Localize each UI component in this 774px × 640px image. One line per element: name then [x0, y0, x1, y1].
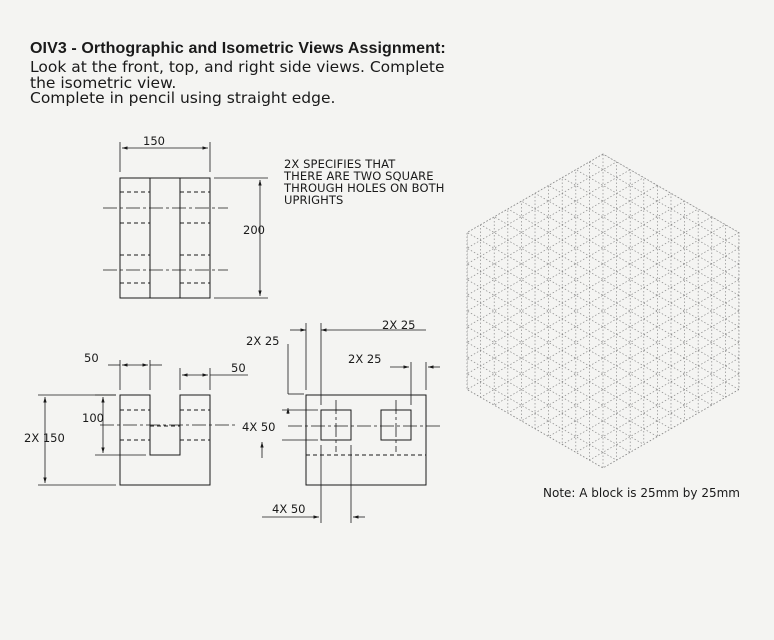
dim-side-offset-c: 2X 25: [348, 352, 382, 366]
grid-line-diagonal: [289, 318, 774, 640]
grid-line-diagonal: [289, 36, 774, 399]
grid-line-diagonal: [289, 51, 774, 414]
grid-line-diagonal: [289, 0, 774, 225]
dim-side-offset-b: 2X 25: [382, 318, 416, 332]
grid-line-diagonal: [289, 130, 774, 493]
note-line-3: THROUGH HOLES ON BOTH: [284, 181, 445, 195]
grid-line-diagonal: [289, 381, 774, 640]
grid-line-diagonal: [289, 240, 774, 603]
grid-line-diagonal: [289, 444, 774, 640]
grid-line-diagonal: [289, 20, 774, 383]
grid-line-diagonal: [289, 0, 774, 351]
instruction-line-2: the isometric view.: [30, 73, 177, 92]
grid-line-diagonal: [289, 428, 774, 640]
grid-line-diagonal: [289, 397, 774, 640]
grid-line-diagonal: [289, 0, 774, 225]
grid-line-diagonal: [289, 67, 774, 430]
grid-line-diagonal: [289, 83, 774, 446]
grid-line-diagonal: [289, 193, 774, 556]
grid-line-diagonal: [289, 444, 774, 640]
dim-top-width: 150: [143, 134, 165, 148]
grid-line-diagonal: [289, 0, 774, 351]
grid-line-diagonal: [289, 0, 774, 257]
grid-line-diagonal: [289, 145, 774, 508]
top-view-outline: [120, 178, 210, 298]
grid-line-diagonal: [289, 412, 774, 640]
instruction-line-3: Complete in pencil using straight edge.: [30, 89, 336, 107]
grid-line-diagonal: [289, 83, 774, 446]
grid-line-diagonal: [289, 287, 774, 640]
grid-line-diagonal: [289, 0, 774, 241]
grid-line-diagonal: [289, 208, 774, 571]
grid-line-diagonal: [289, 20, 774, 383]
grid-line-diagonal: [289, 271, 774, 634]
grid-line-diagonal: [289, 271, 774, 634]
note-line-4: UPRIGHTS: [284, 193, 344, 207]
grid-line-diagonal: [289, 98, 774, 461]
grid-line-diagonal: [289, 0, 774, 288]
grid-line-diagonal: [289, 0, 774, 272]
grid-line-diagonal: [289, 0, 774, 257]
grid-line-diagonal: [289, 0, 774, 272]
grid-line-diagonal: [289, 0, 774, 320]
assignment-title: OIV3 - Orthographic and Isometric Views Assignment:: [30, 40, 446, 57]
grid-line-diagonal: [289, 0, 774, 194]
grid-line-diagonal: [289, 0, 774, 335]
grid-line-diagonal: [289, 161, 774, 524]
grid-line-diagonal: [289, 397, 774, 640]
instruction-line-1: Look at the front, top, and right side views. Complete: [30, 58, 445, 76]
grid-line-diagonal: [289, 114, 774, 477]
grid-line-diagonal: [289, 0, 774, 304]
grid-line-diagonal: [289, 287, 774, 640]
grid-line-diagonal: [289, 255, 774, 618]
grid-line-diagonal: [289, 130, 774, 493]
dim-front-height: 2X 150: [24, 431, 65, 445]
dim-side-offset-a: 2X 25: [246, 334, 280, 348]
grid-line-diagonal: [289, 381, 774, 640]
grid-line-diagonal: [289, 240, 774, 603]
grid-line-diagonal: [289, 114, 774, 477]
grid-line-diagonal: [289, 0, 774, 210]
grid-line-diagonal: [289, 67, 774, 430]
grid-line-diagonal: [289, 0, 774, 210]
grid-line-diagonal: [289, 208, 774, 571]
grid-line-diagonal: [289, 0, 774, 320]
grid-line-diagonal: [289, 302, 774, 640]
grid-line-diagonal: [289, 0, 774, 194]
block-size-note: Note: A block is 25mm by 25mm: [543, 486, 740, 500]
grid-line-diagonal: [289, 145, 774, 508]
grid-line-diagonal: [289, 0, 774, 178]
dim-front-left-width: 50: [84, 351, 99, 365]
top-view: [103, 142, 268, 298]
dim-front-slot-depth: 100: [82, 411, 104, 425]
grid-line-diagonal: [289, 255, 774, 618]
dim-side-hole-size: 4X 50: [242, 420, 276, 434]
grid-line-diagonal: [289, 224, 774, 587]
grid-line-diagonal: [289, 302, 774, 640]
grid-line-diagonal: [289, 98, 774, 461]
grid-line-diagonal: [289, 350, 774, 640]
grid-line-diagonal: [289, 0, 774, 178]
grid-line-diagonal: [289, 51, 774, 414]
grid-line-diagonal: [289, 4, 774, 367]
grid-line-diagonal: [289, 0, 774, 241]
grid-line-diagonal: [289, 161, 774, 524]
grid-line-diagonal: [289, 428, 774, 640]
dim-top-height: 200: [243, 223, 265, 237]
grid-line-diagonal: [289, 365, 774, 640]
grid-line-diagonal: [289, 412, 774, 640]
dim-side-bottom: 4X 50: [272, 502, 306, 516]
grid-line-diagonal: [289, 350, 774, 640]
note-line-2: THERE ARE TWO SQUARE: [284, 169, 434, 183]
front-view: [38, 360, 248, 485]
dim-front-right-width: 50: [231, 361, 246, 375]
grid-line-diagonal: [289, 36, 774, 399]
grid-line-diagonal: [289, 365, 774, 640]
grid-line-diagonal: [289, 224, 774, 587]
grid-line-diagonal: [289, 193, 774, 556]
grid-line-diagonal: [289, 0, 774, 335]
grid-line-diagonal: [289, 0, 774, 288]
grid-line-diagonal: [289, 318, 774, 640]
isometric-grid: [289, 0, 774, 640]
grid-line-diagonal: [289, 0, 774, 304]
side-view: [262, 323, 440, 523]
note-line-1: 2X SPECIFIES THAT: [284, 157, 396, 171]
grid-line-diagonal: [289, 4, 774, 367]
